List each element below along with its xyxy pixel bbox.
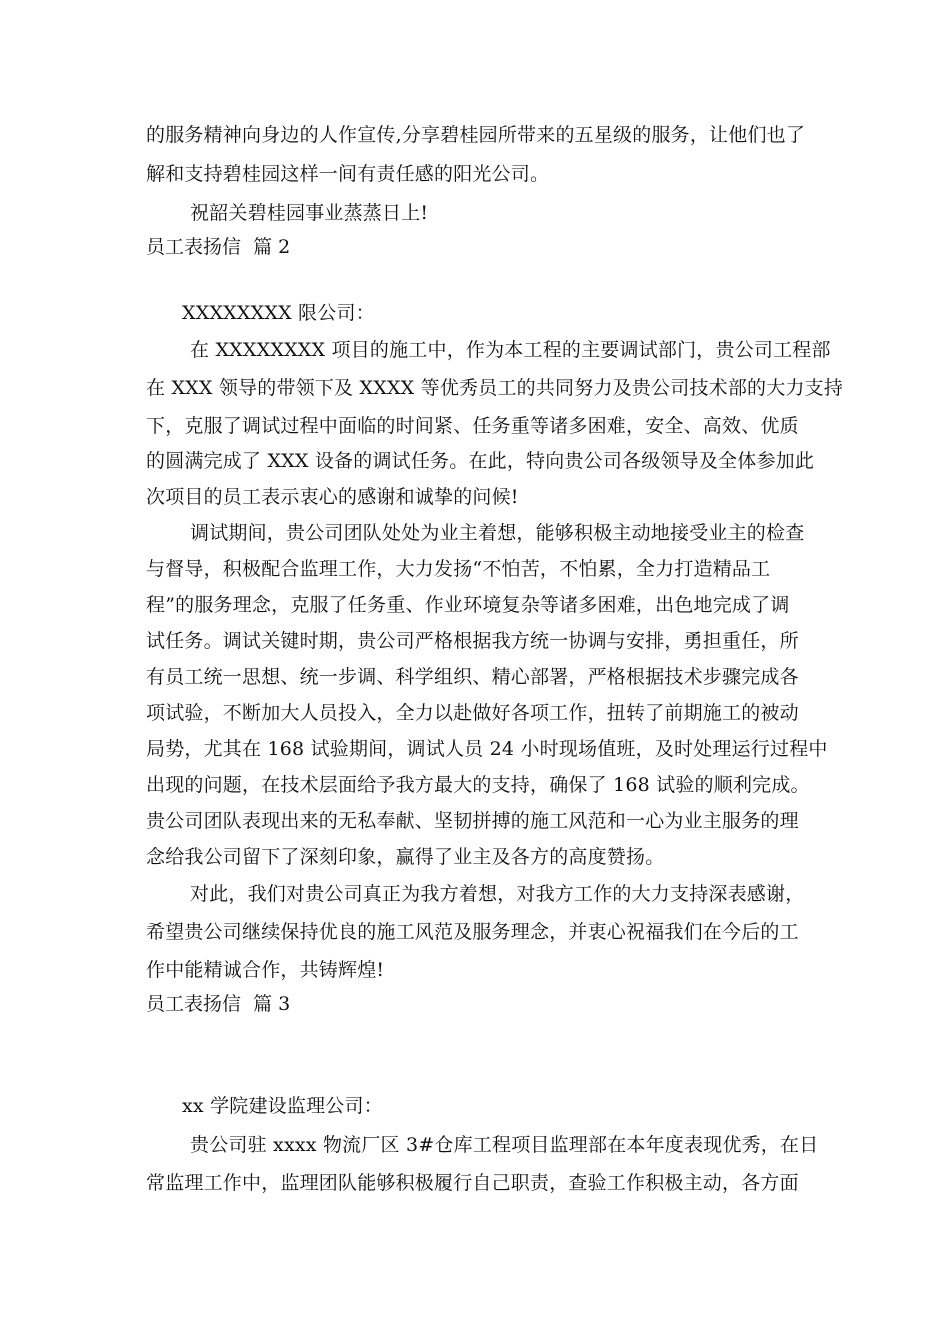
paragraph-line: 项试验，不断加大人员投入，全力以赴做好各项工作，扭转了前期施工的被动: [146, 702, 799, 724]
salutation: XXXXXXXX 限公司：: [182, 302, 375, 324]
section-heading: 员工表扬信 篇 3: [146, 993, 291, 1015]
paragraph-line: 程”的服务理念，克服了任务重、作业环境复杂等诸多困难，出色地完成了调: [146, 594, 790, 616]
paragraph-line: 调试期间，贵公司团队处处为业主着想，能够积极主动地接受业主的检查: [190, 522, 805, 544]
paragraph-line: 作中能精诚合作，共铸辉煌!: [146, 959, 385, 981]
paragraph-line: 在 XXX 领导的带领下及 XXXX 等优秀员工的共同努力及贵公司技术部的大力支持: [146, 377, 844, 399]
paragraph-line: 次项目的员工表示衷心的感谢和诚挚的问候!: [146, 486, 519, 508]
paragraph-line: 试任务。调试关键时期，贵公司严格根据我方统一协调与安排，勇担重任，所: [146, 630, 799, 652]
paragraph-line: 在 XXXXXXXX 项目的施工中，作为本工程的主要调试部门，贵公司工程部: [190, 339, 831, 361]
paragraph-line: 常监理工作中，监理团队能够积极履行自己职责，查验工作积极主动，各方面: [146, 1172, 799, 1194]
paragraph-line: 的服务精神向身边的人作宣传,分享碧桂园所带来的五星级的服务，让他们也了: [146, 124, 806, 146]
section-heading: 员工表扬信 篇 2: [146, 236, 291, 258]
paragraph-line: 解和支持碧桂园这样一间有责任感的阳光公司。: [146, 163, 550, 185]
paragraph-line: 局势，尤其在 168 试验期间，调试人员 24 小时现场值班，及时处理运行过程中: [146, 738, 828, 760]
paragraph-line: 念给我公司留下了深刻印象，赢得了业主及各方的高度赞扬。: [146, 846, 665, 868]
paragraph-line: 出现的问题，在技术层面给予我方最大的支持，确保了 168 试验的顺利完成。: [146, 774, 810, 796]
paragraph-line: 与督导，积极配合监理工作，大力发扬“不怕苦，不怕累，全力打造精品工: [146, 558, 771, 580]
closing-wish: 祝韶关碧桂园事业蒸蒸日上!: [190, 202, 429, 224]
paragraph-line: 对此，我们对贵公司真正为我方着想，对我方工作的大力支持深表感谢，: [190, 883, 805, 905]
paragraph-line: 贵公司团队表现出来的无私奉献、坚韧拼搏的施工风范和一心为业主服务的理: [146, 810, 799, 832]
paragraph-line: 的圆满完成了 XXX 设备的调试任务。在此，特向贵公司各级领导及全体参加此: [146, 450, 815, 472]
paragraph-line: 有员工统一思想、统一步调、科学组织、精心部署，严格根据技术步骤完成各: [146, 666, 799, 688]
paragraph-line: 希望贵公司继续保持优良的施工风范及服务理念，并衷心祝福我们在今后的工: [146, 921, 799, 943]
paragraph-line: 贵公司驻 xxxx 物流厂区 3#仓库工程项目监理部在本年度表现优秀，在日: [190, 1134, 819, 1156]
salutation: xx 学院建设监理公司：: [182, 1095, 383, 1117]
paragraph-line: 下，克服了调试过程中面临的时间紧、任务重等诸多困难，安全、高效、优质: [146, 415, 799, 437]
